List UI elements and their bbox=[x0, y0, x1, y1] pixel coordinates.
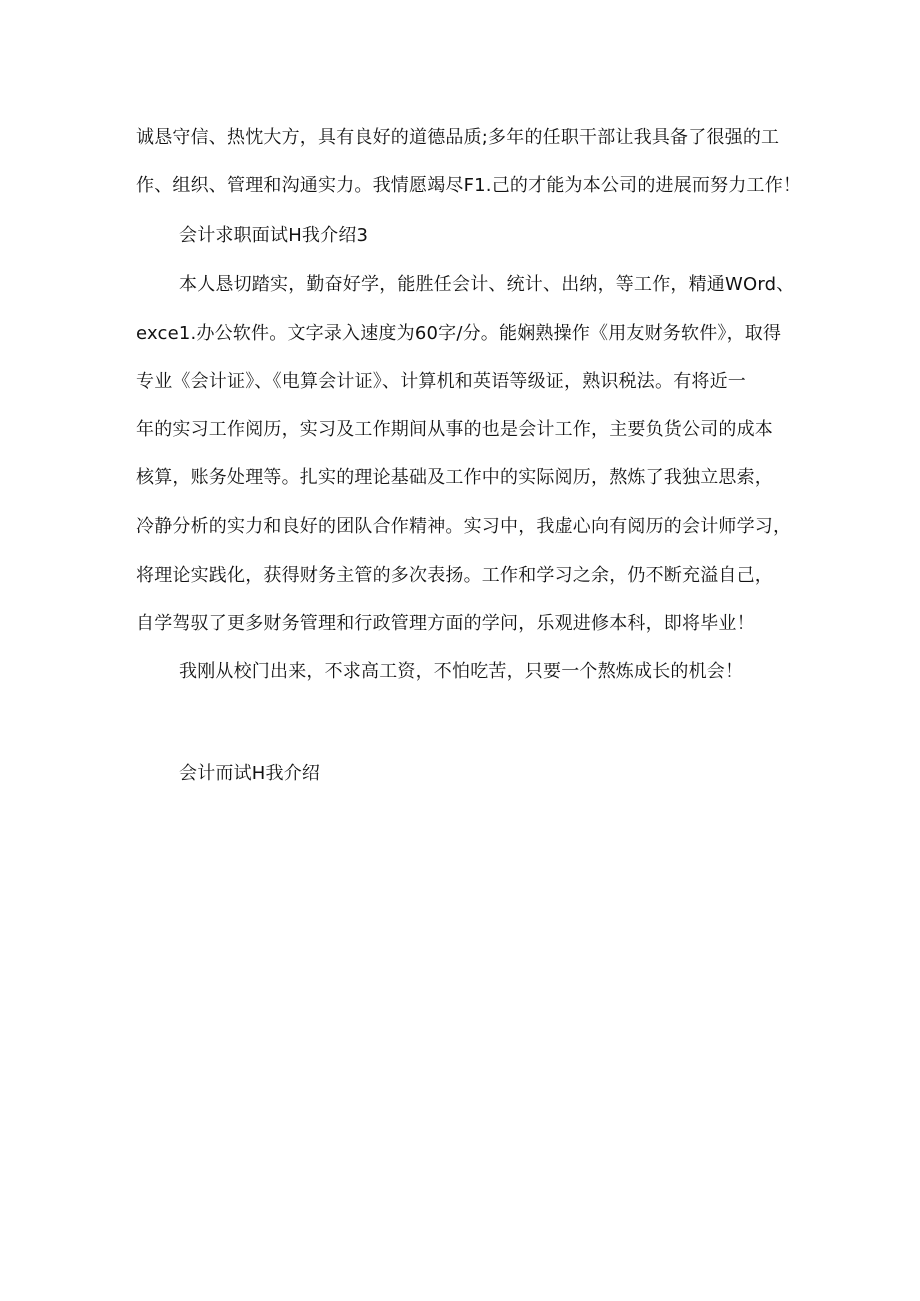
paragraph-2-line-2: exce1.办公软件。文字录入速度为60字/分。能娴熟操作《用友财务软件》，取得 bbox=[136, 323, 782, 344]
paragraph-2-line-8: 自学驾驭了更多财务管理和行政管理方面的学问，乐观进修本科，即将毕业！ bbox=[136, 613, 755, 634]
paragraph-1-line-2: 作、组织、管理和沟通实力。我情愿竭尽F1.己的才能为本公司的进展而努力工作！ bbox=[136, 175, 802, 196]
paragraph-3: 我刚从校门出来，不求高工资，不怕吃苦，只要一个熬炼成长的机会！ bbox=[179, 661, 744, 682]
paragraph-2-line-7: 将理论实践化，获得财务主管的多次表扬。工作和学习之余，仍不断充溢自己， bbox=[136, 565, 773, 586]
paragraph-1-line-1: 诚恳守信、热忱大方，具有良好的道德品质;多年的任职干部让我具备了很强的工 bbox=[136, 127, 780, 148]
section-heading-3: 会计求职面试H我介绍3 bbox=[179, 225, 369, 246]
paragraph-2-line-4: 年的实习工作阅历，实习及工作期间从事的也是会计工作，主要负货公司的成本 bbox=[136, 419, 773, 440]
paragraph-2-line-5: 核算，账务处理等。扎实的理论基础及工作中的实际阅历，熬炼了我独立思索， bbox=[136, 467, 773, 488]
paragraph-2-line-1: 本人恳切踏实，勤奋好学，能胜任会计、统计、出纳，等工作，精通WOrd、 bbox=[179, 274, 795, 295]
paragraph-2-line-6: 冷静分析的实力和良好的团队合作精神。实习中，我虚心向有阅历的会计师学习， bbox=[136, 516, 792, 537]
paragraph-2-line-3: 专业《会计证》、《电算会计证》、计算机和英语等级证，熟识税法。有将近一 bbox=[136, 371, 746, 392]
section-heading: 会计而试H我介绍 bbox=[179, 763, 321, 784]
